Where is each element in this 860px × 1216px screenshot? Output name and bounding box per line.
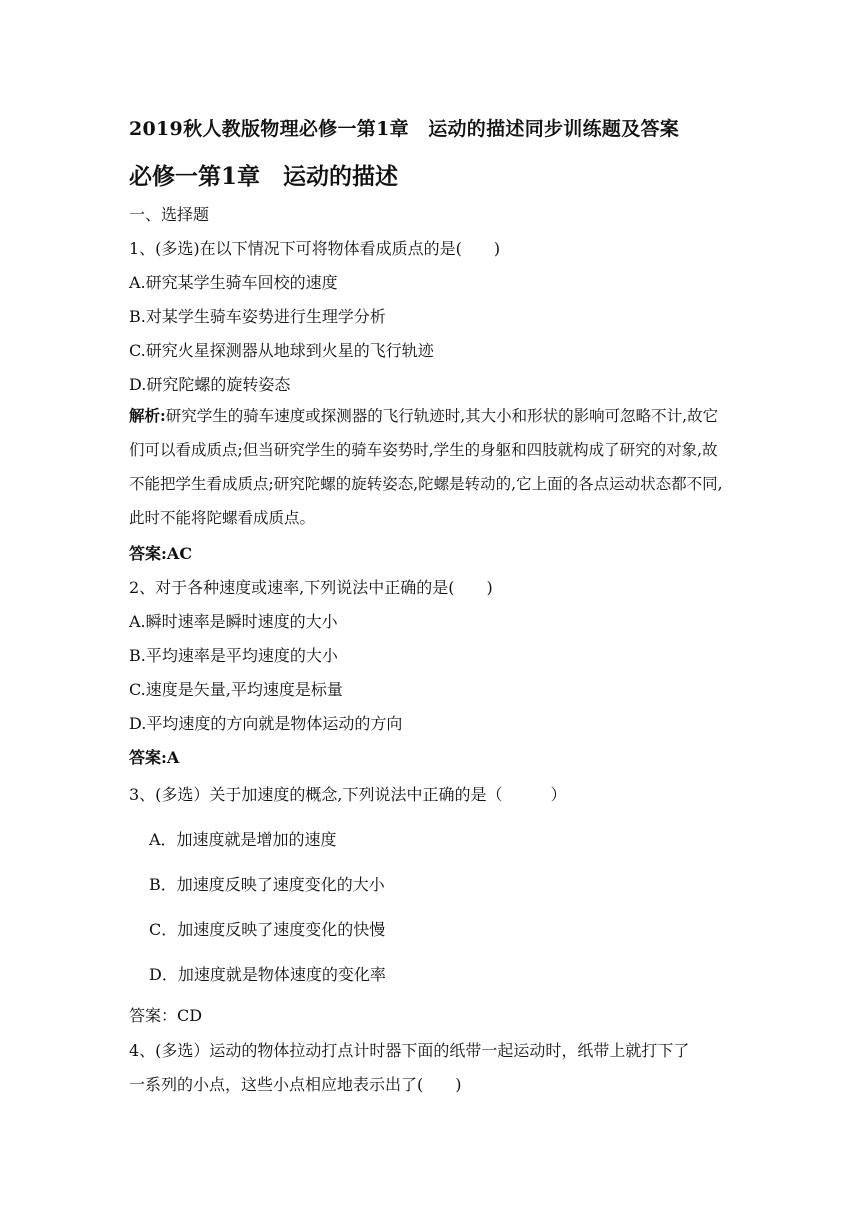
question-1-stem: 1、(多选)在以下情况下可将物体看成质点的是( ) bbox=[129, 239, 501, 258]
question-3-option-c: C．加速度反映了速度变化的快慢 bbox=[149, 920, 386, 939]
question-1-option-b: B.对某学生骑车姿势进行生理学分析 bbox=[129, 307, 386, 326]
question-2-option-b: B.平均速率是平均速度的大小 bbox=[129, 646, 338, 665]
question-3-answer: 答案：CD bbox=[129, 1006, 203, 1025]
question-2-option-a: A.瞬时速率是瞬时速度的大小 bbox=[129, 612, 338, 631]
section-heading: 一、选择题 bbox=[129, 205, 210, 224]
question-1-option-a: A.研究某学生骑车回校的速度 bbox=[129, 273, 338, 292]
question-1-option-c: C.研究火星探测器从地球到火星的飞行轨迹 bbox=[129, 341, 434, 360]
question-3-stem: 3、(多选）关于加速度的概念,下列说法中正确的是（ ） bbox=[129, 785, 567, 804]
question-3-option-d: D．加速度就是物体速度的变化率 bbox=[149, 965, 386, 984]
chapter-title: 必修一第1章 运动的描述 bbox=[129, 163, 399, 190]
analysis-label: 解析: bbox=[129, 406, 166, 425]
question-3-option-b: B．加速度反映了速度变化的大小 bbox=[149, 875, 385, 894]
question-2-option-c: C.速度是矢量,平均速度是标量 bbox=[129, 680, 343, 699]
question-2-option-d: D.平均速度的方向就是物体运动的方向 bbox=[129, 714, 403, 733]
question-2-stem: 2、对于各种速度或速率,下列说法中正确的是( ) bbox=[129, 578, 493, 597]
analysis-text: 研究学生的骑车速度或探测器的飞行轨迹时,其大小和形状的影响可忽略不计,故它们可以看成质点;但当研究学生的骑车姿势时,学生的身躯和四肢就构成了研究的对象,故不能把学生看成质点;研究陀螺的旋转姿态,陀螺是转动的,它上面的各点运动状态都不同,此时不能将陀螺看成质点。 bbox=[129, 407, 723, 527]
question-1-analysis bbox=[129, 399, 729, 535]
question-4-stem-line-2: 一系列的小点，这些小点相应地表示出了( ) bbox=[129, 1075, 462, 1094]
document-title: 2019秋人教版物理必修一第1章 运动的描述同步训练题及答案 bbox=[129, 118, 680, 140]
question-3-option-a: A．加速度就是增加的速度 bbox=[149, 830, 337, 849]
question-1-option-d: D.研究陀螺的旋转姿态 bbox=[129, 375, 291, 394]
question-4-stem-line-1: 4、(多选）运动的物体拉动打点计时器下面的纸带一起运动时，纸带上就打下了 bbox=[129, 1041, 690, 1060]
question-2-answer: 答案:A bbox=[129, 748, 180, 767]
question-1-answer: 答案:AC bbox=[129, 544, 193, 563]
